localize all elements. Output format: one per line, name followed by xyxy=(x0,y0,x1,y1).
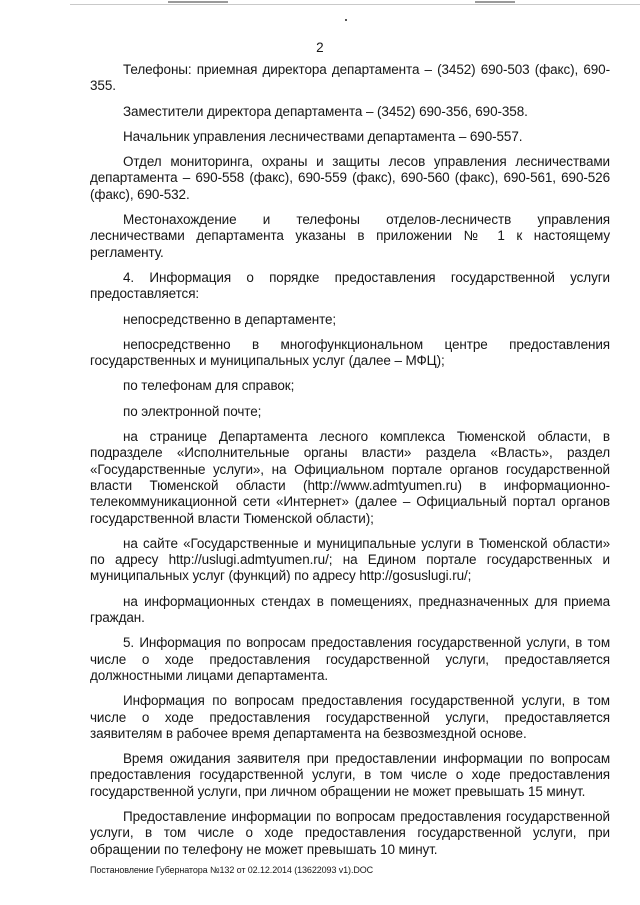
list-item-department: непосредственно в департаменте; xyxy=(123,311,337,327)
top-scan-mark xyxy=(475,1,515,3)
list-item-phone: по телефонам для справок; xyxy=(123,378,295,394)
top-rule xyxy=(70,4,640,5)
paragraph-location: Местонахождение и телефоны отделов-лесничеств управления лесничествами департамента указаны в приложении № 1 к настоящему регламенту. xyxy=(90,212,610,260)
paragraph-section-5: 5. Информация по вопросам предоставления государственной услуги, в том числе о ходе предоставления государственной услуги, предоставляется должностными лицами департамента. xyxy=(90,635,610,683)
page-number: 2 xyxy=(316,40,324,55)
list-item-gosuslugi: на сайте «Государственные и муниципальные услуги в Тюменской области» по адресу http://uslugi.admtyumen.ru/; на Едином портале государственных и муниципальных услуг (функций) по адресу http://gosuslugi.ru/; xyxy=(90,535,610,584)
top-scan-mark xyxy=(168,1,228,3)
document-footer: Постановление Губернатора №132 от 02.12.2014 (13622093 v1).DOC xyxy=(90,865,374,875)
paragraph-phones-director: Телефоны: приемная директора департамента – (3452) 690-503 (факс), 690-355. xyxy=(90,62,610,94)
list-item-email: по электронной почте; xyxy=(123,403,262,419)
paragraph-deputies: Заместители директора департамента – (3452) 690-356, 690-358. xyxy=(123,103,528,119)
list-item-info-stands: на информационных стендах в помещениях, предназначенных для приема граждан. xyxy=(90,593,610,626)
paragraph-wait-time: Время ожидания заявителя при предоставлении информации по вопросам предоставления государственной услуги, в том числе о ходе предоставления государственной услуги, при личном обращении не может превышать 15 минут. xyxy=(90,751,610,799)
paragraph-phone-time: Предоставление информации по вопросам предоставления государственной услуги, в том числе о ходе предоставления государственной услуги, при обращении по телефону не может превышать 10 минут. xyxy=(90,808,610,857)
document-body xyxy=(90,62,610,867)
paragraph-monitoring-dept: Отдел мониторинга, охраны и защиты лесов управления лесничествами департамента – 690-558 (факс), 690-559 (факс), 690-560 (факс), 690-561, 690-526 (факс), 690-532. xyxy=(90,154,610,202)
paragraph-head-forestry: Начальник управления лесничествами департамента – 690-557. xyxy=(123,128,523,144)
paragraph-free-info: Информация по вопросам предоставления государственной услуги, в том числе о ходе предоставления государственной услуги, предоставляется заявителям в рабочее время департамента на безвозмездной основе. xyxy=(90,693,610,741)
list-item-official-portal: на странице Департамента лесного комплекса Тюменской области, в подразделе «Исполнительные органы власти» раздела «Власть», раздел «Государственные услуги», на Официальном портале органов государственной власти Тюменской области (http://www.admtyumen.ru) в информационно-телекоммуникационной сети «Интернет» (далее – Официальный портал органов государственной власти Тюменской области); xyxy=(90,429,610,526)
list-item-mfc: непосредственно в многофункциональном центре предоставления государственных и муниципальных услуг (далее – МФЦ); xyxy=(90,336,610,369)
scan-dot xyxy=(345,19,347,21)
paragraph-section-4: 4. Информация о порядке предоставления государственной услуги предоставляется: xyxy=(90,269,610,302)
